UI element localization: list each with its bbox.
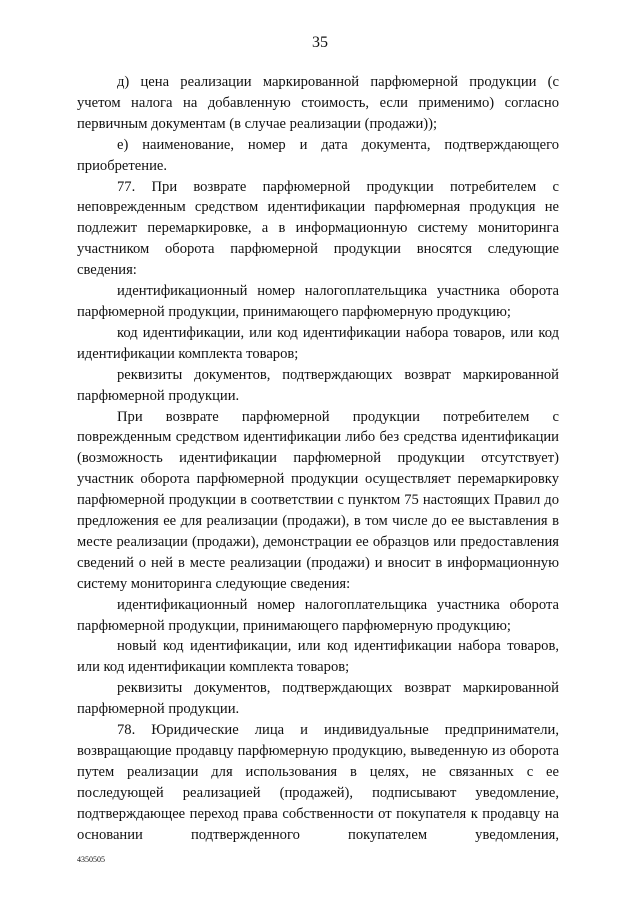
page-number: 35 — [312, 34, 328, 51]
paragraph-damaged-return: При возврате парфюмерной продукции потребителем с поврежденным средством идентификации либо без средства идентификации (возможность идентификации парфюмерной продукции отсутствует) участник оборота парфюмерной продукции осуществляет перемаркировку парфюмерной продукции в соответствии с пунктом 75 настоящих Правил до предложения ее для реализации (продажи), в том числе до ее выставления в месте реализации (продажи), демонстрации ее образцов или предоставления сведений о ней в месте реализации (продажи) и вносит в информационную систему мониторинга следующие сведения: — [77, 408, 559, 592]
paragraph-inn-participant: идентификационный номер налогоплательщика участника оборота парфюмерной продукции, принимающего парфюмерную продукцию; — [77, 283, 559, 320]
footer-document-code: 4350505 — [77, 855, 105, 864]
paragraph-item-77: 77. При возврате парфюмерной продукции потребителем с неповрежденным средством идентификации парфюмерная продукция не подлежит перемаркировке, а в информационную систему мониторинга участником оборота парфюмерной продукции вносятся следующие сведения: — [77, 178, 559, 279]
paragraph-price: д) цена реализации маркированной парфюмерной продукции (с учетом налога на добавленную стоимость, если применимо) согласно первичным документам (в случае реализации (продажи)); — [77, 74, 559, 132]
paragraph-item-78: 78. Юридические лица и индивидуальные предприниматели, возвращающие продавцу парфюмерную продукцию, выведенную из оборота путем реализации для использования в целях, не связанных с ее последующей реализацией (продажей), подписывают уведомление, подтверждающее переход права собственности от покупателя к продавцу на основании подтвержденного покупателем уведомления, — [77, 722, 559, 843]
paragraph-return-documents: реквизиты документов, подтверждающих возврат маркированной парфюмерной продукции. — [77, 366, 559, 404]
document-body — [77, 72, 559, 846]
paragraph-new-identification-code: новый код идентификации, или код идентификации набора товаров, или код идентификации комплекта товаров; — [77, 638, 559, 676]
paragraph-identification-code: код идентификации, или код идентификации набора товаров, или код идентификации комплекта товаров; — [77, 324, 559, 362]
paragraph-return-documents-2: реквизиты документов, подтверждающих возврат маркированной парфюмерной продукции. — [77, 680, 559, 718]
paragraph-document-name: е) наименование, номер и дата документа, подтверждающего приобретение. — [77, 136, 559, 174]
paragraph-inn-participant-2: идентификационный номер налогоплательщика участника оборота парфюмерной продукции, принимающего парфюмерную продукцию; — [77, 596, 559, 634]
